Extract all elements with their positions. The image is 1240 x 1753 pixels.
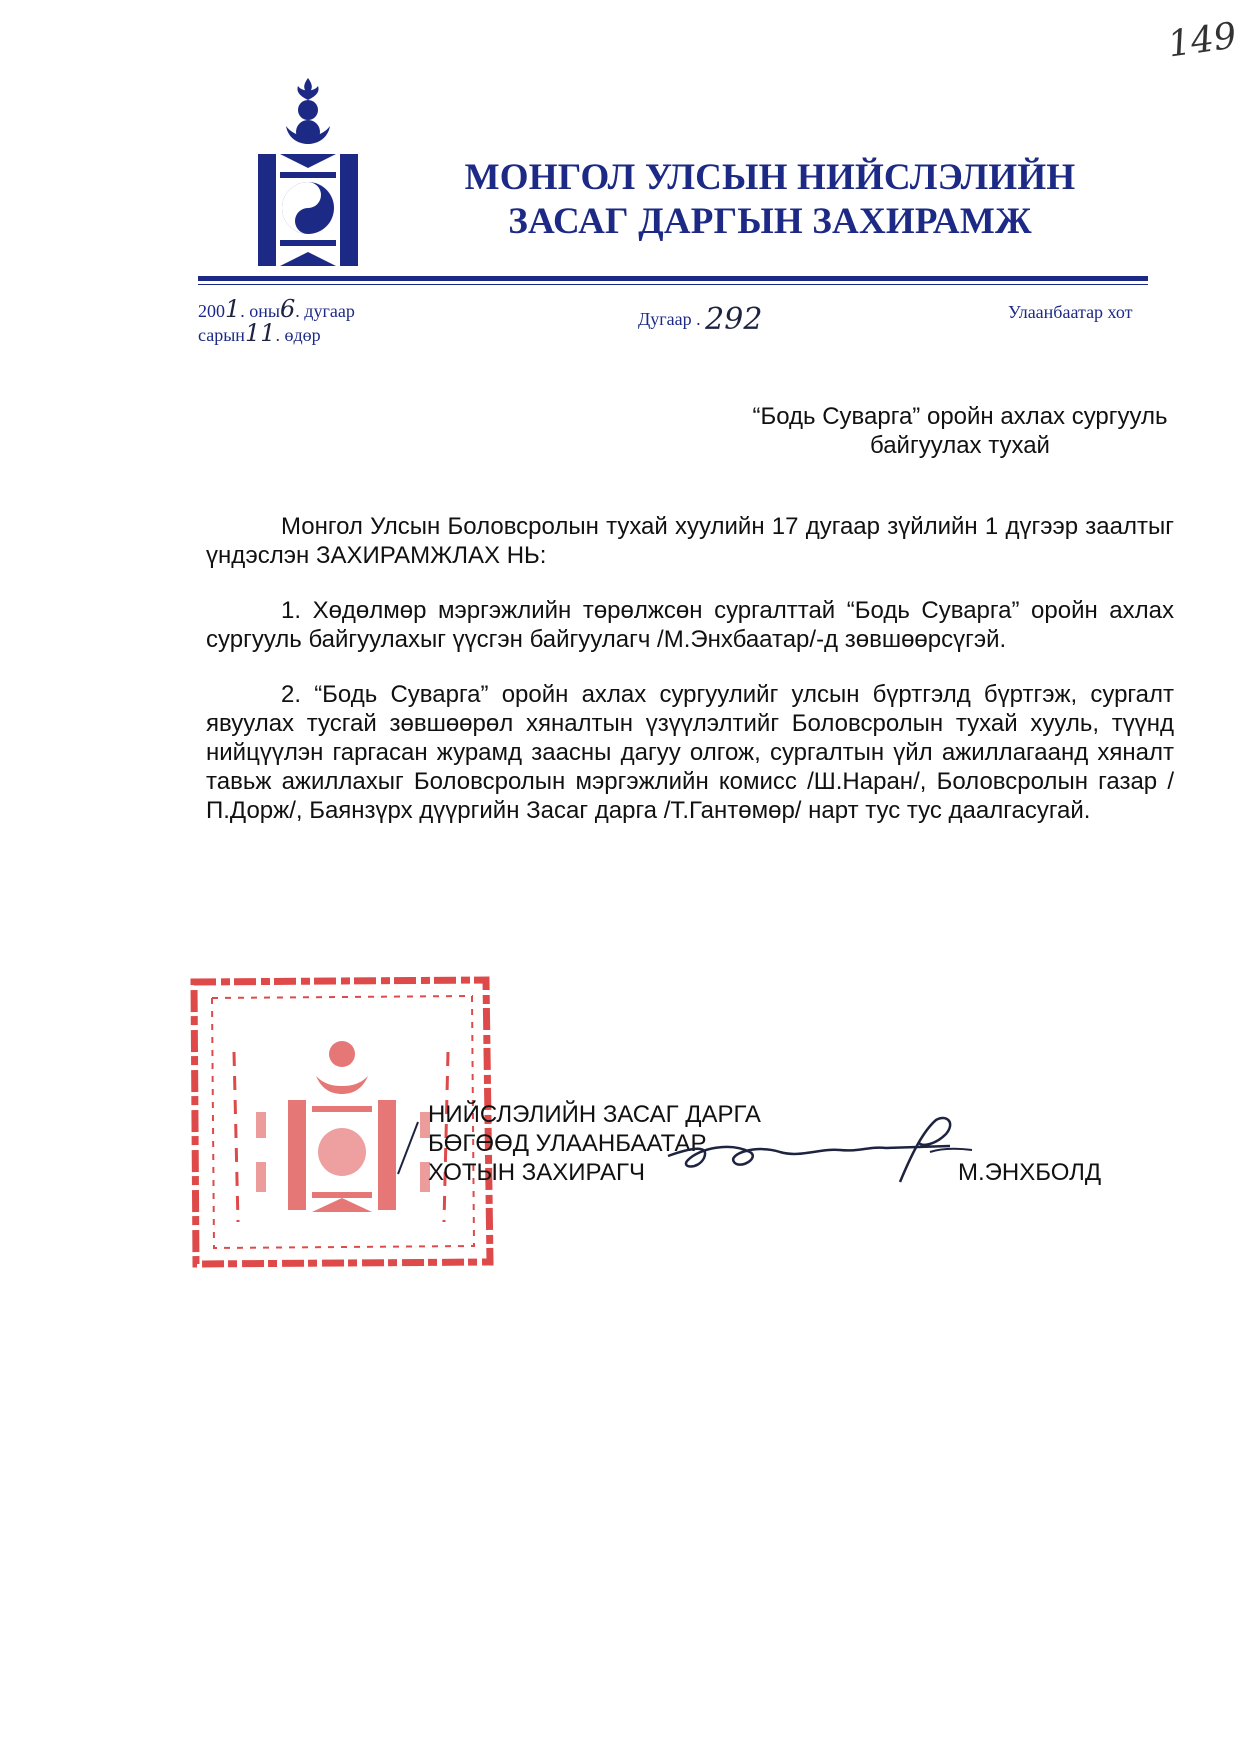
header-rule-thin <box>198 284 1148 285</box>
handwritten-signature <box>660 1108 980 1198</box>
intro-paragraph <box>206 512 1174 570</box>
title-line-1: МОНГОЛ УЛСЫН НИЙСЛЭЛИЙН <box>464 157 1076 198</box>
document-number <box>638 298 763 337</box>
month-suffix: . дугаар <box>295 301 355 321</box>
date-line-1 <box>198 295 355 323</box>
item-2-text: 2. “Бодь Суварга” оройн ахлах сургуулийг улсын бүртгэлд бүртгэж, сургалт явуулах тусгай зөвшөөрөл хяналтын үзүүлэлтийг Боловсролын тухай хууль, түүнд нийцүүлэн гаргасан журамд заасны дагуу олгож, сургалтын үйл ажиллагаанд хяналт тавьж ажиллахыг Боловсролын мэргэжлийн комисс /Ш.Наран/, Боловсролын газар /П.Дорж/, Баянзүрх дүүргийн Засаг дарга /Т.Гантөмөр/ нарт тус тус даалгасугай. <box>206 681 1174 824</box>
page-number: 149 <box>1165 15 1240 66</box>
order-item-1 <box>206 596 1174 654</box>
soyombo-emblem-icon <box>258 78 358 268</box>
issue-date <box>198 295 355 347</box>
month-value: 6 <box>280 295 296 323</box>
header-rule-thick <box>198 276 1148 281</box>
number-label: Дугаар . <box>638 309 701 329</box>
year-suffix: . оны <box>240 301 281 321</box>
issue-city: Улаанбаатар хот <box>1008 302 1133 322</box>
day-suffix: . өдөр <box>275 325 321 345</box>
intro-text: Монгол Улсын Боловсролын тухай хуулийн 17 дугаар зүйлийн 1 дүгээр заалтыг үндэслэн ЗАХИРАМЖЛАХ НЬ: <box>206 513 1174 569</box>
subject-line-2: байгуулах тухай <box>870 432 1050 459</box>
subject-line-1: “Бодь Суварга” оройн ахлах сургууль <box>752 403 1168 430</box>
title-line-2: ЗАСАГ ДАРГЫН ЗАХИРАМЖ <box>508 201 1032 242</box>
signatory-title-line-2: БӨГӨӨД УЛААНБААТАР <box>428 1130 707 1157</box>
signer-name: М.ЭНХБОЛД <box>958 1159 1102 1186</box>
item-1-text: 1. Хөдөлмөр мэргэжлийн төрөлжсөн сургалттай “Бодь Суварга” оройн ахлах сургууль байгуулахыг үүсгэн байгуулагч /М.Энхбаатар/-д зөвшөөрсүгэй. <box>206 597 1174 653</box>
document-subject <box>700 402 1220 460</box>
signatory-title-line-1: НИЙСЛЭЛИЙН ЗАСАГ ДАРГА <box>428 1101 761 1128</box>
document-title <box>440 156 1100 244</box>
handwritten-slash-mark <box>392 1118 422 1178</box>
year-digit: 1 <box>225 295 241 323</box>
day-value: 11 <box>244 319 276 347</box>
day-prefix: сарын <box>198 325 245 345</box>
date-line-2 <box>198 319 355 347</box>
signatory-title-line-3: ХОТЫН ЗАХИРАГЧ <box>428 1159 645 1186</box>
number-value: 292 <box>705 302 763 337</box>
year-prefix: 200 <box>198 301 225 321</box>
order-item-2 <box>206 680 1174 825</box>
